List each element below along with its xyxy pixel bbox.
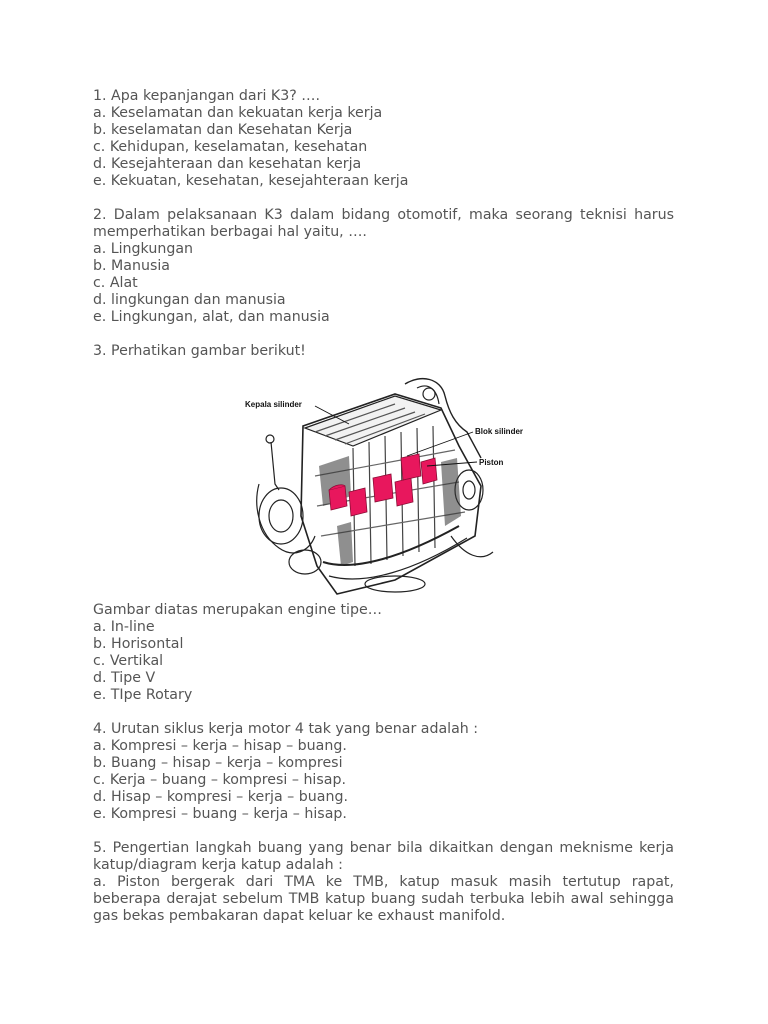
question-1-stem: 1. Apa kepanjangan dari K3? …. (93, 88, 320, 104)
question-1-option-e: e. Kekuatan, kesehatan, kesejahteraan kerja (93, 173, 409, 189)
question-1-option-b: b. keselamatan dan Kesehatan Kerja (93, 122, 353, 138)
question-4 (93, 721, 674, 823)
question-2-option-e: e. Lingkungan, alat, dan manusia (93, 309, 330, 325)
question-5-stem: 5. Pengertian langkah buang yang benar bila dikaitkan dengan meknisme kerja katup/diagram kerja katup adalah : (93, 840, 674, 873)
question-3-option-c: c. Vertikal (93, 653, 164, 669)
question-1-option-c: c. Kehidupan, keselamatan, kesehatan (93, 139, 368, 155)
spacer (93, 704, 674, 721)
spacer (93, 326, 674, 343)
question-1-option-d: d. Kesejahteraan dan kesehatan kerja (93, 156, 362, 172)
label-cylinder-block: Blok silinder (475, 427, 524, 436)
question-3-question: Gambar diatas merupakan engine tipe… (93, 602, 382, 618)
question-2 (93, 207, 674, 326)
question-5-option-a: a. Piston bergerak dari TMA ke TMB, katup masuk masih tertutup rapat, beberapa derajat sebelum TMB katup buang sudah terbuka lebih awal sehingga gas bekas pembakaran dapat keluar ke exhaust manifold. (93, 874, 674, 924)
engine-figure (245, 366, 545, 598)
spacer (93, 190, 674, 207)
question-1 (93, 88, 674, 190)
question-3-option-d: d. Tipe V (93, 670, 156, 686)
question-3 (93, 343, 674, 704)
question-2-option-a: a. Lingkungan (93, 241, 194, 257)
question-2-option-c: c. Alat (93, 275, 138, 291)
question-1-option-a: a. Keselamatan dan kekuatan kerja kerja (93, 105, 383, 121)
question-3-stem: 3. Perhatikan gambar berikut! (93, 343, 306, 359)
spacer (93, 823, 674, 840)
label-piston: Piston (479, 458, 504, 467)
question-4-option-c: c. Kerja – buang – kompresi – hisap. (93, 772, 346, 788)
question-2-option-d: d. lingkungan dan manusia (93, 292, 286, 308)
question-4-option-b: b. Buang – hisap – kerja – kompresi (93, 755, 343, 771)
question-2-option-b: b. Manusia (93, 258, 170, 274)
label-cylinder-head: Kepala silinder (245, 400, 302, 409)
question-4-option-e: e. Kompresi – buang – kerja – hisap. (93, 806, 347, 822)
question-4-option-a: a. Kompresi – kerja – hisap – buang. (93, 738, 347, 754)
question-4-option-d: d. Hisap – kompresi – kerja – buang. (93, 789, 348, 805)
question-3-option-a: a. In-line (93, 619, 155, 635)
question-3-option-e: e. TIpe Rotary (93, 687, 193, 703)
question-5 (93, 840, 674, 925)
question-3-option-b: b. Horisontal (93, 636, 184, 652)
question-2-stem: 2. Dalam pelaksanaan K3 dalam bidang otomotif, maka seorang teknisi harus memperhatikan berbagai hal yaitu, …. (93, 207, 674, 240)
question-4-stem: 4. Urutan siklus kerja motor 4 tak yang benar adalah : (93, 721, 479, 737)
